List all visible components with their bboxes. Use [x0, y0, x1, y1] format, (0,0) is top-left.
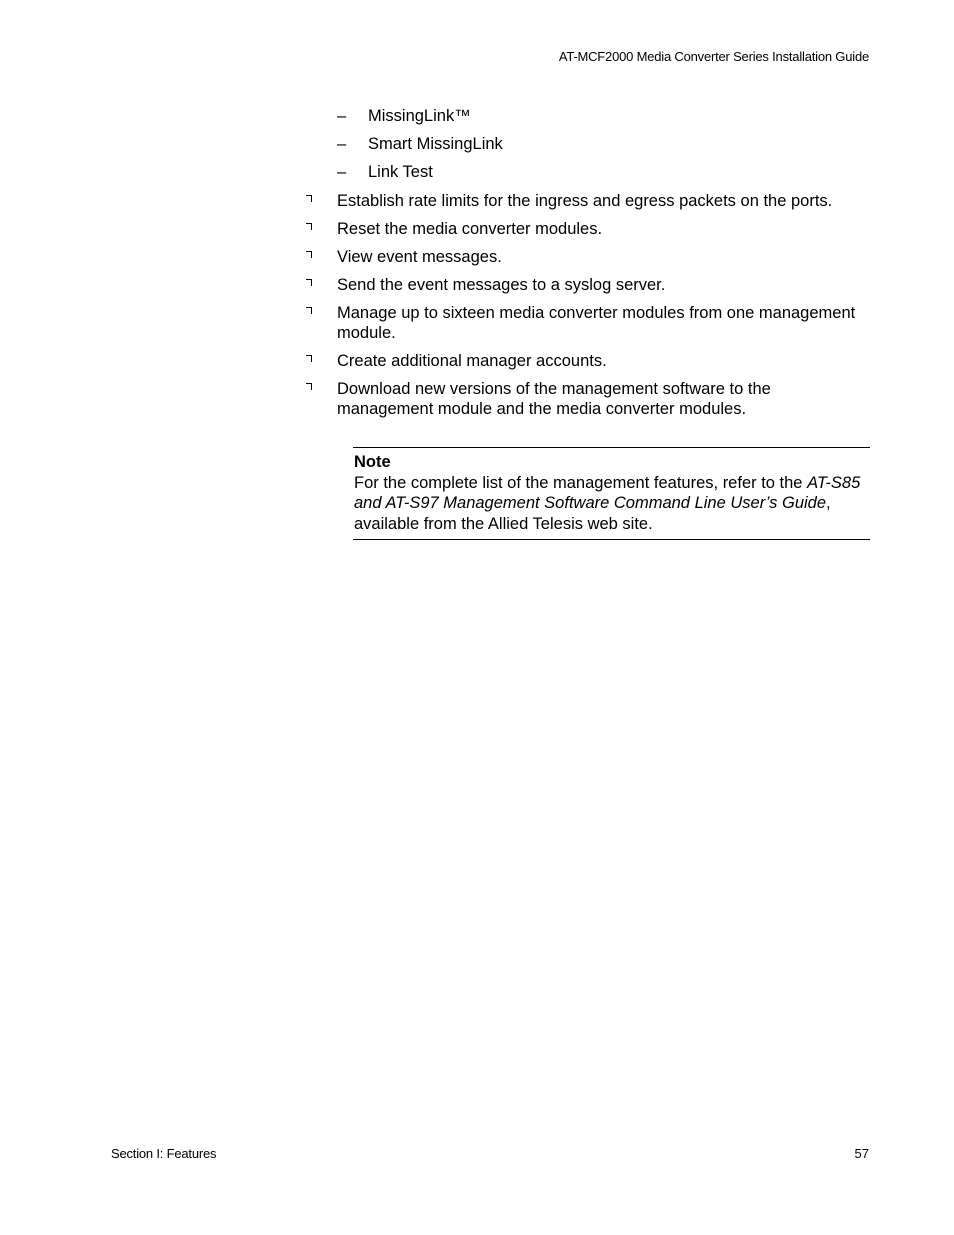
list-item-text: Establish rate limits for the ingress and egress packets on the ports. — [337, 192, 833, 210]
list-item — [306, 134, 870, 154]
note-text-before: For the complete list of the management features, refer to the — [354, 473, 808, 492]
list-item — [306, 106, 870, 126]
note-text-after: , available from the Allied Telesis web site. — [354, 494, 831, 533]
box-bullet-icon — [306, 223, 312, 230]
list-item — [306, 275, 870, 295]
list-item-text: Link Test — [368, 163, 433, 181]
feature-list-content — [306, 106, 870, 427]
list-item-text: Manage up to sixteen media converter modules from one management module. — [337, 304, 856, 342]
box-bullet-icon — [306, 195, 312, 202]
note-body — [354, 473, 870, 535]
feature-bullet-list — [306, 191, 870, 419]
box-bullet-icon — [306, 251, 312, 258]
list-item — [306, 247, 870, 267]
dash-marker: – — [337, 107, 347, 125]
list-item — [306, 191, 870, 211]
box-bullet-icon — [306, 383, 312, 390]
list-item-text: Smart MissingLink — [368, 135, 503, 153]
list-item — [306, 219, 870, 239]
box-bullet-icon — [306, 355, 312, 362]
list-item-text: Reset the media converter modules. — [337, 220, 603, 238]
dash-marker: – — [337, 163, 347, 181]
note-title: Note — [354, 453, 391, 471]
list-item-text: View event messages. — [337, 248, 502, 266]
list-item — [306, 351, 870, 371]
list-item-text: Download new versions of the management software to the management module and the media converter modules. — [337, 380, 771, 418]
running-header: AT-MCF2000 Media Converter Series Installation Guide — [558, 49, 869, 64]
dash-marker: – — [337, 135, 347, 153]
list-item-text: Send the event messages to a syslog server. — [337, 276, 666, 294]
box-bullet-icon — [306, 279, 312, 286]
list-item — [306, 303, 870, 343]
page-number: 57 — [854, 1146, 869, 1161]
list-item — [306, 379, 870, 419]
list-item — [306, 162, 870, 182]
note-box — [353, 447, 870, 540]
note-doc-title: AT-S85 and AT-S97 Management Software Command Line User’s Guide — [354, 473, 861, 512]
list-item-text: Create additional manager accounts. — [337, 352, 607, 370]
list-item-text: MissingLink™ — [368, 107, 471, 125]
sub-feature-list — [306, 106, 870, 182]
box-bullet-icon — [306, 307, 312, 314]
footer-section: Section I: Features — [111, 1146, 217, 1161]
